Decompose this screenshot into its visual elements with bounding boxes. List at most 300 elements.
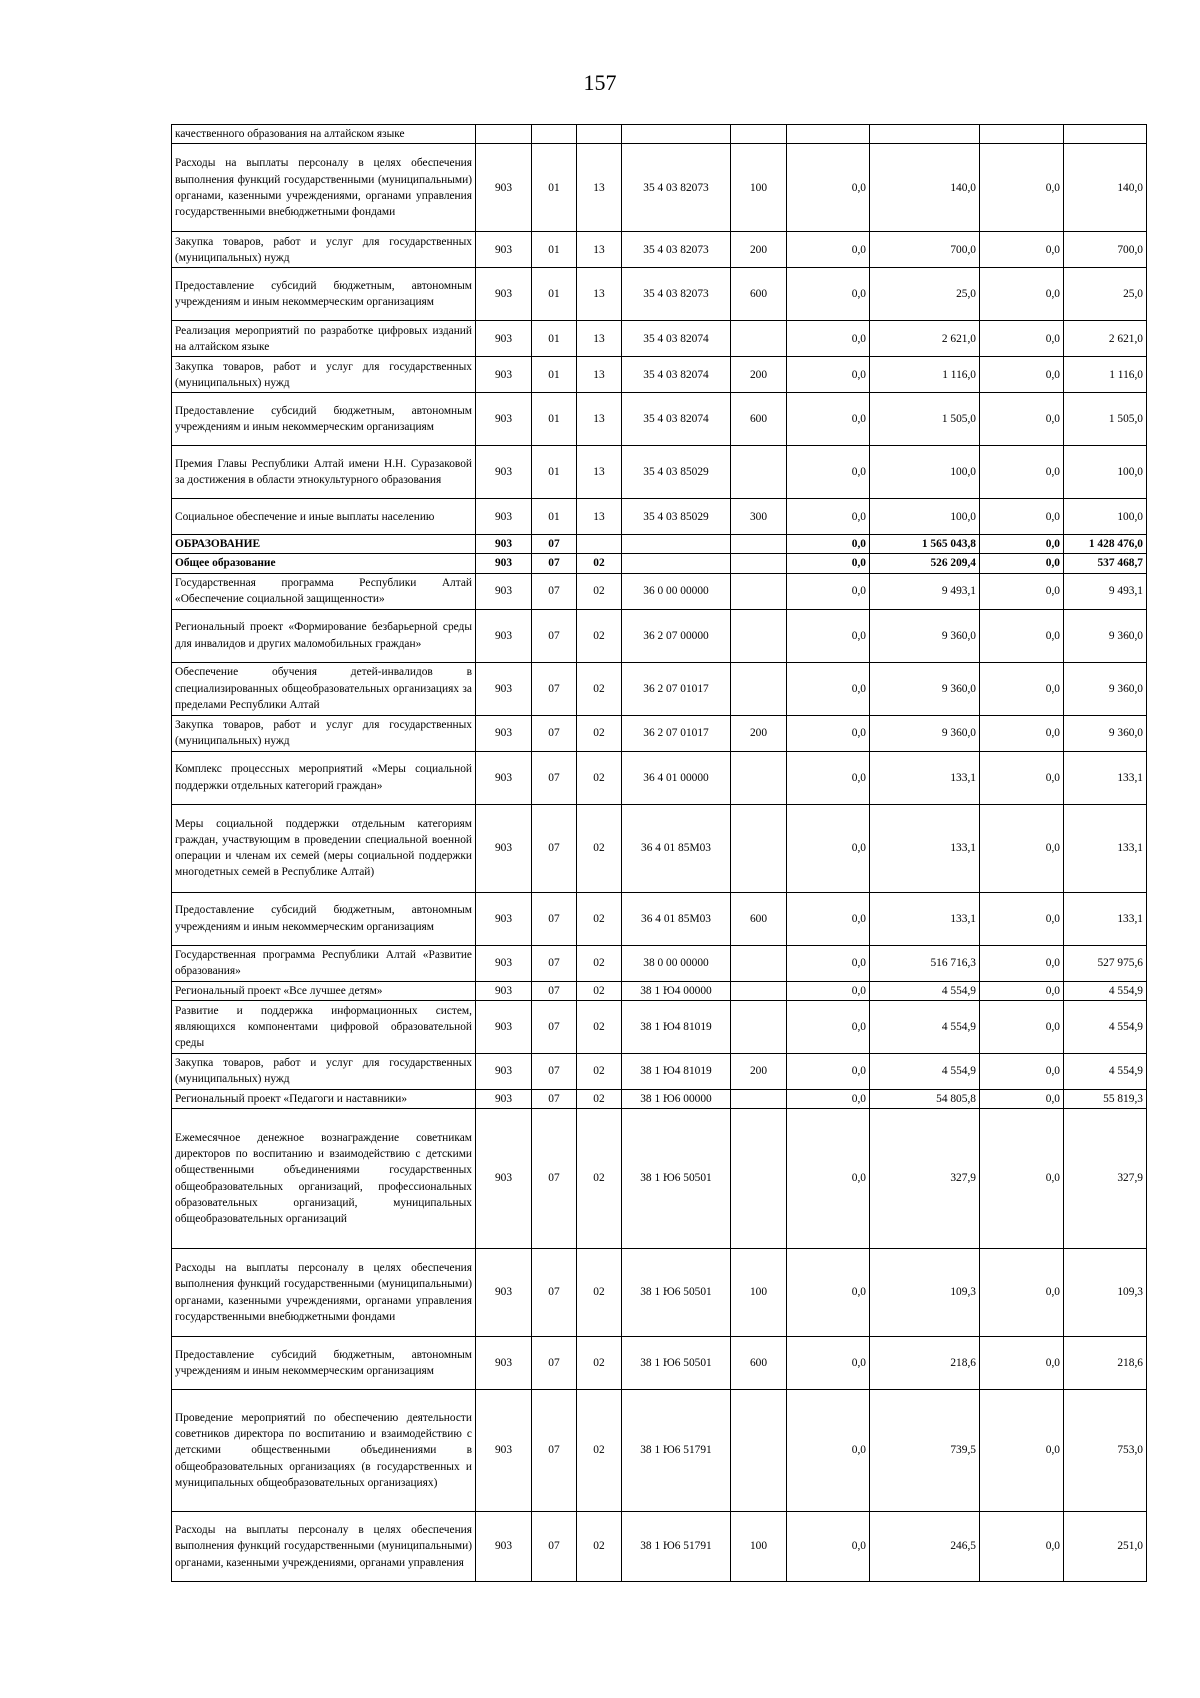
row-name: Проведение мероприятий по обеспечению деятельности советников директора по воспитанию и взаимодействию с детскими общественными объединениями в общеобразовательных организациях (в государственных и муниципальных общеобразовательных организациях) [172,1390,476,1512]
expense-type-code: 600 [731,892,787,945]
target-item-code: 36 2 07 00000 [622,609,731,662]
amount-3: 0,0 [980,535,1064,554]
table-row [172,535,1147,554]
section-code: 07 [532,1249,577,1337]
table-row [172,268,1147,321]
amount-2: 9 493,1 [870,573,980,609]
amount-4: 1 505,0 [1064,393,1147,446]
amount-2: 516 716,3 [870,945,980,981]
target-item-code [622,535,731,554]
amount-4: 25,0 [1064,268,1147,321]
subsection-code: 02 [577,981,622,1000]
budget-table [171,124,1147,1582]
ministry-code: 903 [476,357,532,393]
section-code: 07 [532,1512,577,1582]
amount-1: 0,0 [787,393,870,446]
row-name: Предоставление субсидий бюджетным, автономным учреждениям и иным некоммерческим организациям [172,892,476,945]
amount-4 [1064,125,1147,144]
subsection-code: 02 [577,1249,622,1337]
ministry-code: 903 [476,751,532,804]
amount-3: 0,0 [980,357,1064,393]
amount-3: 0,0 [980,321,1064,357]
amount-1: 0,0 [787,1109,870,1249]
subsection-code: 02 [577,1390,622,1512]
expense-type-code: 100 [731,1249,787,1337]
section-code: 07 [532,715,577,751]
table-row [172,1109,1147,1249]
amount-3: 0,0 [980,892,1064,945]
amount-4: 537 468,7 [1064,554,1147,573]
expense-type-code: 600 [731,393,787,446]
subsection-code: 13 [577,144,622,232]
row-name: ОБРАЗОВАНИЕ [172,535,476,554]
row-name: Обеспечение обучения детей-инвалидов в специализированных общеобразовательных организациях за пределами Республики Алтай [172,662,476,715]
amount-3: 0,0 [980,715,1064,751]
expense-type-code [731,125,787,144]
amount-1: 0,0 [787,1512,870,1582]
amount-3: 0,0 [980,1053,1064,1089]
table-row [172,892,1147,945]
subsection-code: 02 [577,1089,622,1108]
section-code: 01 [532,499,577,535]
section-code: 07 [532,535,577,554]
table-row [172,609,1147,662]
target-item-code: 36 0 00 00000 [622,573,731,609]
target-item-code: 38 1 Ю6 51791 [622,1512,731,1582]
row-name: Премия Главы Республики Алтай имени Н.Н. Суразаковой за достижения в области этнокультурного образования [172,446,476,499]
row-name: Региональный проект «Педагоги и наставники» [172,1089,476,1108]
section-code: 07 [532,1089,577,1108]
ministry-code: 903 [476,1249,532,1337]
expense-type-code [731,554,787,573]
amount-1: 0,0 [787,609,870,662]
subsection-code: 02 [577,1109,622,1249]
amount-1: 0,0 [787,232,870,268]
subsection-code: 02 [577,1053,622,1089]
amount-3: 0,0 [980,1512,1064,1582]
subsection-code: 02 [577,804,622,892]
amount-2: 739,5 [870,1390,980,1512]
amount-3: 0,0 [980,573,1064,609]
section-code: 01 [532,321,577,357]
amount-1: 0,0 [787,1053,870,1089]
subsection-code: 13 [577,232,622,268]
expense-type-code [731,1089,787,1108]
amount-3 [980,125,1064,144]
amount-2: 133,1 [870,892,980,945]
amount-1: 0,0 [787,945,870,981]
target-item-code: 35 4 03 85029 [622,446,731,499]
section-code: 07 [532,662,577,715]
amount-4: 100,0 [1064,499,1147,535]
amount-1 [787,125,870,144]
subsection-code: 02 [577,1337,622,1390]
amount-1: 0,0 [787,499,870,535]
expense-type-code: 600 [731,268,787,321]
section-code: 07 [532,554,577,573]
table-row [172,981,1147,1000]
target-item-code: 36 4 01 00000 [622,751,731,804]
target-item-code: 38 0 00 00000 [622,945,731,981]
ministry-code: 903 [476,573,532,609]
row-name: Расходы на выплаты персоналу в целях обеспечения выполнения функций государственными (муниципальными) органами, казенными учреждениями, органами управления государственными внебюджетными фондами [172,144,476,232]
expense-type-code [731,1109,787,1249]
amount-4: 109,3 [1064,1249,1147,1337]
table-row [172,232,1147,268]
amount-4: 2 621,0 [1064,321,1147,357]
row-name: Ежемесячное денежное вознаграждение советникам директоров по воспитанию и взаимодействию с детскими общественными объединениями государственных общеобразовательных организаций, профессиональных образовательных организаций, муниципальных общеобразовательных организаций [172,1109,476,1249]
amount-4: 140,0 [1064,144,1147,232]
row-name: Закупка товаров, работ и услуг для государственных (муниципальных) нужд [172,357,476,393]
amount-2: 4 554,9 [870,1000,980,1053]
table-row [172,1000,1147,1053]
page-number: 157 [583,70,617,95]
table-row [172,1512,1147,1582]
target-item-code: 36 4 01 85М03 [622,804,731,892]
ministry-code: 903 [476,554,532,573]
table-row [172,321,1147,357]
subsection-code: 02 [577,715,622,751]
row-name: Предоставление субсидий бюджетным, автономным учреждениям и иным некоммерческим организациям [172,393,476,446]
row-name: Меры социальной поддержки отдельным категориям граждан, участвующим в проведении специальной военной операции и членам их семей (меры социальной поддержки многодетных семей в Республике Алтай) [172,804,476,892]
amount-1: 0,0 [787,804,870,892]
row-name: Предоставление субсидий бюджетным, автономным учреждениям и иным некоммерческим организациям [172,268,476,321]
expense-type-code: 200 [731,1053,787,1089]
row-name: Расходы на выплаты персоналу в целях обеспечения выполнения функций государственными (муниципальными) органами, казенными учреждениями, органами управления государственными внебюджетными фондами [172,1249,476,1337]
section-code: 07 [532,609,577,662]
table-row [172,554,1147,573]
section-code: 07 [532,945,577,981]
budget-table-body [172,125,1147,1582]
amount-2: 9 360,0 [870,609,980,662]
expense-type-code [731,804,787,892]
target-item-code: 36 4 01 85М03 [622,892,731,945]
row-name: Предоставление субсидий бюджетным, автономным учреждениям и иным некоммерческим организациям [172,1337,476,1390]
ministry-code: 903 [476,499,532,535]
table-row [172,357,1147,393]
amount-1: 0,0 [787,981,870,1000]
amount-3: 0,0 [980,393,1064,446]
target-item-code: 38 1 Ю6 50501 [622,1249,731,1337]
row-name: Региональный проект «Формирование безбарьерной среды для инвалидов и других маломобильных граждан» [172,609,476,662]
amount-4: 55 819,3 [1064,1089,1147,1108]
subsection-code [577,535,622,554]
ministry-code: 903 [476,1512,532,1582]
section-code: 01 [532,232,577,268]
amount-1: 0,0 [787,321,870,357]
table-row [172,1249,1147,1337]
table-row [172,662,1147,715]
amount-2: 133,1 [870,751,980,804]
target-item-code [622,125,731,144]
row-name: Общее образование [172,554,476,573]
ministry-code: 903 [476,535,532,554]
amount-1: 0,0 [787,268,870,321]
ministry-code: 903 [476,662,532,715]
ministry-code: 903 [476,144,532,232]
target-item-code: 35 4 03 85029 [622,499,731,535]
target-item-code: 36 2 07 01017 [622,715,731,751]
amount-4: 700,0 [1064,232,1147,268]
amount-2 [870,125,980,144]
amount-3: 0,0 [980,1109,1064,1249]
expense-type-code [731,609,787,662]
section-code: 07 [532,573,577,609]
expense-type-code [731,446,787,499]
expense-type-code: 200 [731,357,787,393]
section-code [532,125,577,144]
amount-4: 9 493,1 [1064,573,1147,609]
ministry-code: 903 [476,804,532,892]
table-row [172,804,1147,892]
amount-2: 218,6 [870,1337,980,1390]
amount-4: 9 360,0 [1064,662,1147,715]
ministry-code: 903 [476,232,532,268]
expense-type-code: 200 [731,715,787,751]
amount-4: 100,0 [1064,446,1147,499]
amount-4: 133,1 [1064,751,1147,804]
amount-3: 0,0 [980,1000,1064,1053]
amount-2: 9 360,0 [870,662,980,715]
table-row [172,1337,1147,1390]
ministry-code [476,125,532,144]
ministry-code: 903 [476,1000,532,1053]
section-code: 07 [532,1109,577,1249]
target-item-code: 35 4 03 82073 [622,144,731,232]
section-code: 01 [532,357,577,393]
ministry-code: 903 [476,1089,532,1108]
subsection-code: 02 [577,1512,622,1582]
table-row [172,393,1147,446]
expense-type-code: 200 [731,232,787,268]
table-row [172,751,1147,804]
target-item-code: 35 4 03 82074 [622,321,731,357]
table-row [172,1089,1147,1108]
amount-3: 0,0 [980,804,1064,892]
subsection-code: 02 [577,1000,622,1053]
amount-2: 700,0 [870,232,980,268]
ministry-code: 903 [476,892,532,945]
expense-type-code [731,751,787,804]
subsection-code: 02 [577,662,622,715]
amount-1: 0,0 [787,144,870,232]
row-name: Социальное обеспечение и иные выплаты населению [172,499,476,535]
amount-4: 251,0 [1064,1512,1147,1582]
ministry-code: 903 [476,393,532,446]
row-name: Реализация мероприятий по разработке цифровых изданий на алтайском языке [172,321,476,357]
subsection-code: 13 [577,268,622,321]
ministry-code: 903 [476,981,532,1000]
amount-2: 133,1 [870,804,980,892]
table-row [172,499,1147,535]
expense-type-code: 100 [731,1512,787,1582]
amount-2: 140,0 [870,144,980,232]
amount-3: 0,0 [980,945,1064,981]
expense-type-code [731,321,787,357]
row-name: Расходы на выплаты персоналу в целях обеспечения выполнения функций государственными (муниципальными) органами, казенными учреждениями, органами управления [172,1512,476,1582]
target-item-code [622,554,731,573]
row-name: Государственная программа Республики Алтай «Развитие образования» [172,945,476,981]
ministry-code: 903 [476,1109,532,1249]
amount-4: 218,6 [1064,1337,1147,1390]
table-row [172,1390,1147,1512]
target-item-code: 38 1 Ю4 81019 [622,1000,731,1053]
target-item-code: 36 2 07 01017 [622,662,731,715]
table-row [172,715,1147,751]
amount-4: 527 975,6 [1064,945,1147,981]
amount-3: 0,0 [980,662,1064,715]
amount-2: 1 565 043,8 [870,535,980,554]
row-name: Закупка товаров, работ и услуг для государственных (муниципальных) нужд [172,232,476,268]
target-item-code: 38 1 Ю4 81019 [622,1053,731,1089]
amount-4: 133,1 [1064,892,1147,945]
table-row [172,144,1147,232]
amount-4: 753,0 [1064,1390,1147,1512]
amount-1: 0,0 [787,1337,870,1390]
target-item-code: 35 4 03 82074 [622,357,731,393]
amount-1: 0,0 [787,357,870,393]
amount-1: 0,0 [787,535,870,554]
amount-3: 0,0 [980,609,1064,662]
section-code: 01 [532,393,577,446]
amount-3: 0,0 [980,1337,1064,1390]
amount-3: 0,0 [980,751,1064,804]
table-row [172,945,1147,981]
amount-4: 133,1 [1064,804,1147,892]
target-item-code: 38 1 Ю6 50501 [622,1109,731,1249]
expense-type-code: 300 [731,499,787,535]
row-name: Закупка товаров, работ и услуг для государственных (муниципальных) нужд [172,1053,476,1089]
amount-3: 0,0 [980,144,1064,232]
ministry-code: 903 [476,1053,532,1089]
ministry-code: 903 [476,446,532,499]
amount-2: 9 360,0 [870,715,980,751]
amount-4: 327,9 [1064,1109,1147,1249]
target-item-code: 35 4 03 82073 [622,232,731,268]
subsection-code: 02 [577,573,622,609]
subsection-code: 02 [577,892,622,945]
subsection-code [577,125,622,144]
ministry-code: 903 [476,715,532,751]
amount-4: 4 554,9 [1064,1000,1147,1053]
subsection-code: 13 [577,499,622,535]
subsection-code: 02 [577,554,622,573]
section-code: 01 [532,144,577,232]
amount-2: 246,5 [870,1512,980,1582]
amount-1: 0,0 [787,751,870,804]
amount-2: 327,9 [870,1109,980,1249]
subsection-code: 02 [577,751,622,804]
table-row [172,573,1147,609]
amount-2: 1 116,0 [870,357,980,393]
row-name: Региональный проект «Все лучшее детям» [172,981,476,1000]
amount-2: 2 621,0 [870,321,980,357]
expense-type-code [731,1000,787,1053]
expense-type-code [731,945,787,981]
expense-type-code [731,662,787,715]
section-code: 01 [532,268,577,321]
amount-2: 100,0 [870,446,980,499]
row-name: Государственная программа Республики Алтай «Обеспечение социальной защищенности» [172,573,476,609]
subsection-code: 13 [577,321,622,357]
amount-1: 0,0 [787,1000,870,1053]
section-code: 07 [532,1000,577,1053]
row-name: Развитие и поддержка информационных систем, являющихся компонентами цифровой образовательной среды [172,1000,476,1053]
target-item-code: 35 4 03 82074 [622,393,731,446]
amount-4: 9 360,0 [1064,609,1147,662]
expense-type-code: 100 [731,144,787,232]
amount-4: 4 554,9 [1064,981,1147,1000]
expense-type-code: 600 [731,1337,787,1390]
section-code: 07 [532,1053,577,1089]
amount-2: 4 554,9 [870,1053,980,1089]
amount-2: 526 209,4 [870,554,980,573]
section-code: 07 [532,1337,577,1390]
row-name: Комплекс процессных мероприятий «Меры социальной поддержки отдельных категорий граждан» [172,751,476,804]
section-code: 07 [532,804,577,892]
ministry-code: 903 [476,945,532,981]
expense-type-code [731,1390,787,1512]
target-item-code: 35 4 03 82073 [622,268,731,321]
section-code: 07 [532,751,577,804]
amount-3: 0,0 [980,1249,1064,1337]
amount-2: 109,3 [870,1249,980,1337]
amount-2: 25,0 [870,268,980,321]
ministry-code: 903 [476,321,532,357]
row-name: качественного образования на алтайском языке [172,125,476,144]
amount-3: 0,0 [980,446,1064,499]
amount-3: 0,0 [980,1390,1064,1512]
amount-2: 4 554,9 [870,981,980,1000]
row-name: Закупка товаров, работ и услуг для государственных (муниципальных) нужд [172,715,476,751]
expense-type-code [731,535,787,554]
amount-3: 0,0 [980,1089,1064,1108]
amount-3: 0,0 [980,268,1064,321]
subsection-code: 02 [577,609,622,662]
subsection-code: 02 [577,945,622,981]
target-item-code: 38 1 Ю6 50501 [622,1337,731,1390]
amount-1: 0,0 [787,554,870,573]
amount-1: 0,0 [787,892,870,945]
ministry-code: 903 [476,268,532,321]
amount-4: 1 428 476,0 [1064,535,1147,554]
section-code: 01 [532,446,577,499]
section-code: 07 [532,1390,577,1512]
expense-type-code [731,981,787,1000]
target-item-code: 38 1 Ю6 51791 [622,1390,731,1512]
table-row [172,125,1147,144]
amount-3: 0,0 [980,554,1064,573]
ministry-code: 903 [476,1337,532,1390]
amount-4: 9 360,0 [1064,715,1147,751]
amount-2: 54 805,8 [870,1089,980,1108]
amount-3: 0,0 [980,499,1064,535]
subsection-code: 13 [577,393,622,446]
ministry-code: 903 [476,609,532,662]
amount-1: 0,0 [787,1089,870,1108]
target-item-code: 38 1 Ю6 00000 [622,1089,731,1108]
subsection-code: 13 [577,357,622,393]
amount-1: 0,0 [787,715,870,751]
amount-4: 4 554,9 [1064,1053,1147,1089]
target-item-code: 38 1 Ю4 00000 [622,981,731,1000]
amount-1: 0,0 [787,573,870,609]
table-row [172,1053,1147,1089]
amount-3: 0,0 [980,232,1064,268]
amount-2: 1 505,0 [870,393,980,446]
table-row [172,446,1147,499]
section-code: 07 [532,892,577,945]
